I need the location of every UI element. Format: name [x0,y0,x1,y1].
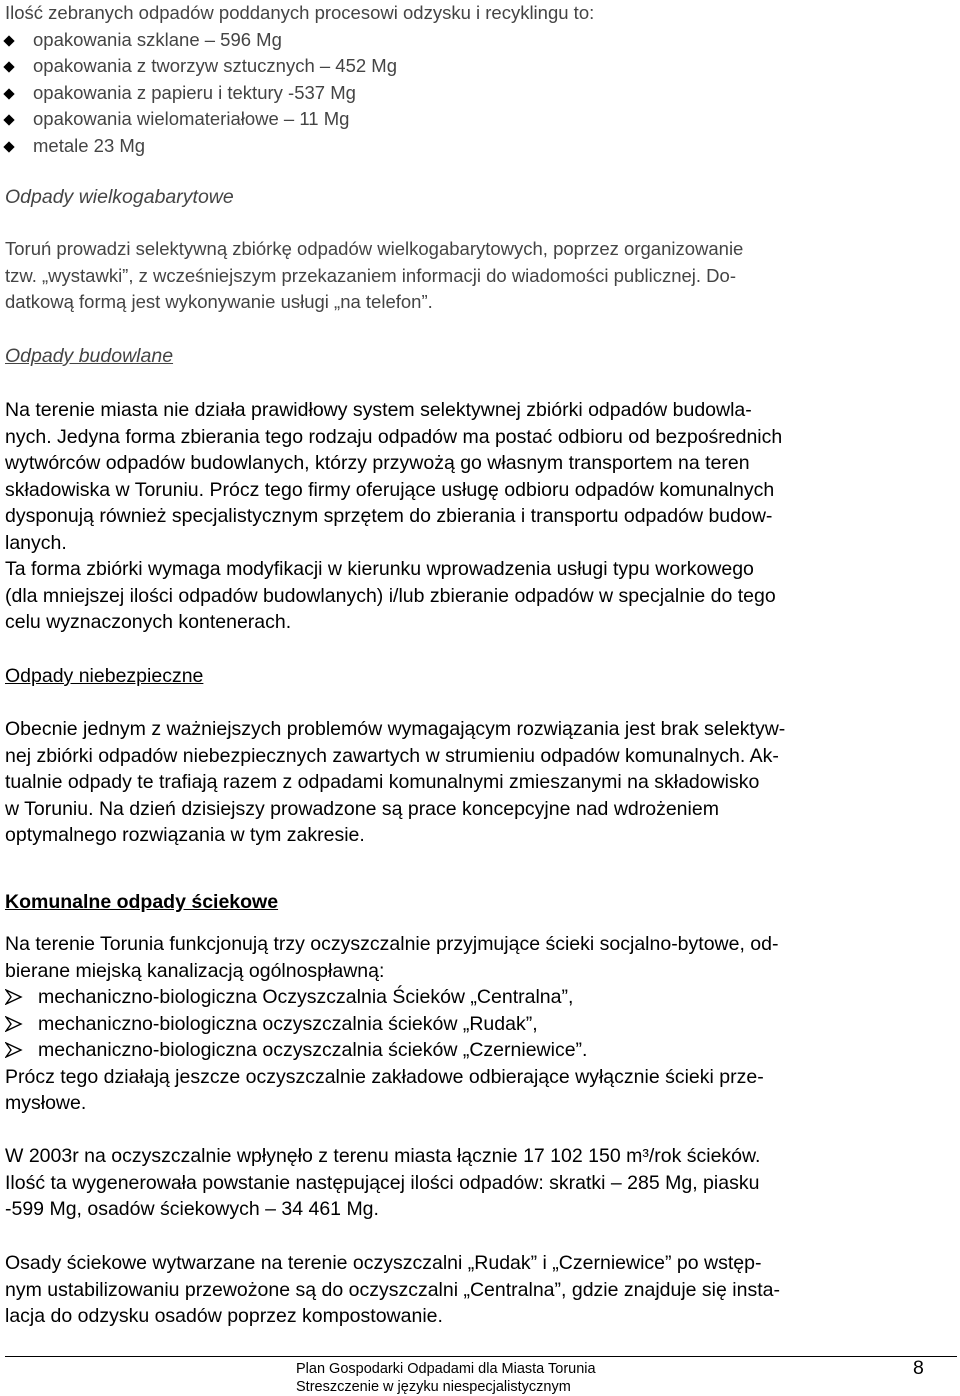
diamond-bullet-icon [3,61,14,72]
section4-paragraph-3: Osady ściekowe wytwarzane na terenie oczyszczalni „Rudak” i „Czerniewice” po wstęp- nym ustabilizowaniu przewożone są do oczyszczalni „Centralna”, gdzie znajduje się insta- lacja do odzysku osadów poprzez kompostowanie. [5,1252,780,1327]
recycling-intro: Ilość zebranych odpadów poddanych procesowi odzysku i recyklingu to: [5,2,595,23]
list-item: mechaniczno-biologiczna oczyszczalnia ścieków „Czerniewice”. [5,1037,957,1064]
section4-paragraph: Na terenie Torunia funkcjonują trzy oczyszczalnie przyjmujące ścieki socjalno-bytowe, od- bierane miejską kanalizacją ogólnospławną: mechaniczno-biologiczna Oczyszczalnia Ścieków „Centralna”, mechaniczno-biologiczna oczyszczalnia ścieków „Rudak”, mechaniczno-biologiczna oczyszczalnia ścieków „Czerniewice”. Prócz tego działają jeszcze oczyszczalnie zakładowe odbierające wyłącznie ścieki prze- mysłowe. [5,931,957,1117]
arrow-bullet-icon [5,989,23,1005]
heading-odpady-wielkogabarytowe: Odpady wielkogabarytowe [5,186,234,208]
heading-odpady-niebezpieczne: Odpady niebezpieczne [5,665,204,687]
footer-title: Plan Gospodarki Odpadami dla Miasta Torunia [296,1361,596,1377]
diamond-bullet-icon [3,88,14,99]
list-item: opakowania z papieru i tektury -537 Mg [5,80,957,107]
arrow-bullet-icon [5,1016,23,1032]
heading-odpady-budowlane: Odpady budowlane [5,345,174,367]
list-item: mechaniczno-biologiczna oczyszczalnia ścieków „Rudak”, [5,1011,957,1038]
section1-paragraph: Toruń prowadzi selektywną zbiórkę odpadów wielkogabarytowych, poprzez organizowanie tzw. „wystawki”, z wcześniejszym przekazaniem informacji do wiadomości publicznej. Do- datkową formą jest wykonywanie usługi „na telefon”. [5,238,744,312]
list-item: opakowania szklane – 596 Mg [5,27,957,54]
recycling-list [5,27,957,160]
diamond-bullet-icon [3,35,14,46]
list-item: metale 23 Mg [5,133,957,160]
list-item: opakowania wielomateriałowe – 11 Mg [5,106,957,133]
diamond-bullet-icon [3,114,14,125]
page-number: 8 [913,1357,924,1379]
footer-subtitle: Streszczenie w języku niespecjalistycznym [296,1378,571,1395]
footer [296,1361,596,1396]
treatment-plants-list [5,984,957,1064]
recycling-block [5,0,957,159]
list-item: mechaniczno-biologiczna Oczyszczalnia Ścieków „Centralna”, [5,984,957,1011]
heading-komunalne-odpady-sciekowe: Komunalne odpady ściekowe [5,891,279,913]
section2-paragraph: Na terenie miasta nie działa prawidłowy system selektywnej zbiórki odpadów budowla- nych. Jedyna forma zbierania tego rodzaju odpadów ma postać odbioru od bezpośrednich wytwórców odpadów budowlanych, którzy przywożą go własnym transportem na teren składowiska w Toruniu. Prócz tego firmy oferujące usługę odbioru odpadów komunalnych dysponują również specjalistycznym sprzętem do zbierania i transportu odpadów budow- lanych. Ta forma zbiórki wymaga modyfikacji w kierunku wprowadzenia usługi typu workowego (dla mniejszej ilości odpadów budowlanych) i/lub zbieranie odpadów w specjalnie do tego celu wyznaczonych kontenerach. [5,399,783,633]
footer-rule [5,1356,957,1357]
diamond-bullet-icon [3,141,14,152]
section3-paragraph: Obecnie jednym z ważniejszych problemów wymagającym rozwiązania jest brak selektyw- nej zbiórki odpadów niebezpiecznych zawartych w strumieniu odpadów komunalnych. Ak- tualnie odpady te trafiają razem z odpadami komunalnymi zmieszanymi na składowisko w Toruniu. Na dzień dzisiejszy prowadzone są prace koncepcyjne nad wdrożeniem optymalnego rozwiązania w tym zakresie. [5,718,786,846]
list-item: opakowania z tworzyw sztucznych – 452 Mg [5,53,957,80]
arrow-bullet-icon [5,1042,23,1058]
section4-paragraph-2: W 2003r na oczyszczalnie wpłynęło z terenu miasta łącznie 17 102 150 m³/rok ścieków. Ilość ta wygenerowała powstanie następującej ilości odpadów: skratki – 285 Mg, piasku -599 Mg, osadów ściekowych – 34 461 Mg. [5,1145,761,1220]
